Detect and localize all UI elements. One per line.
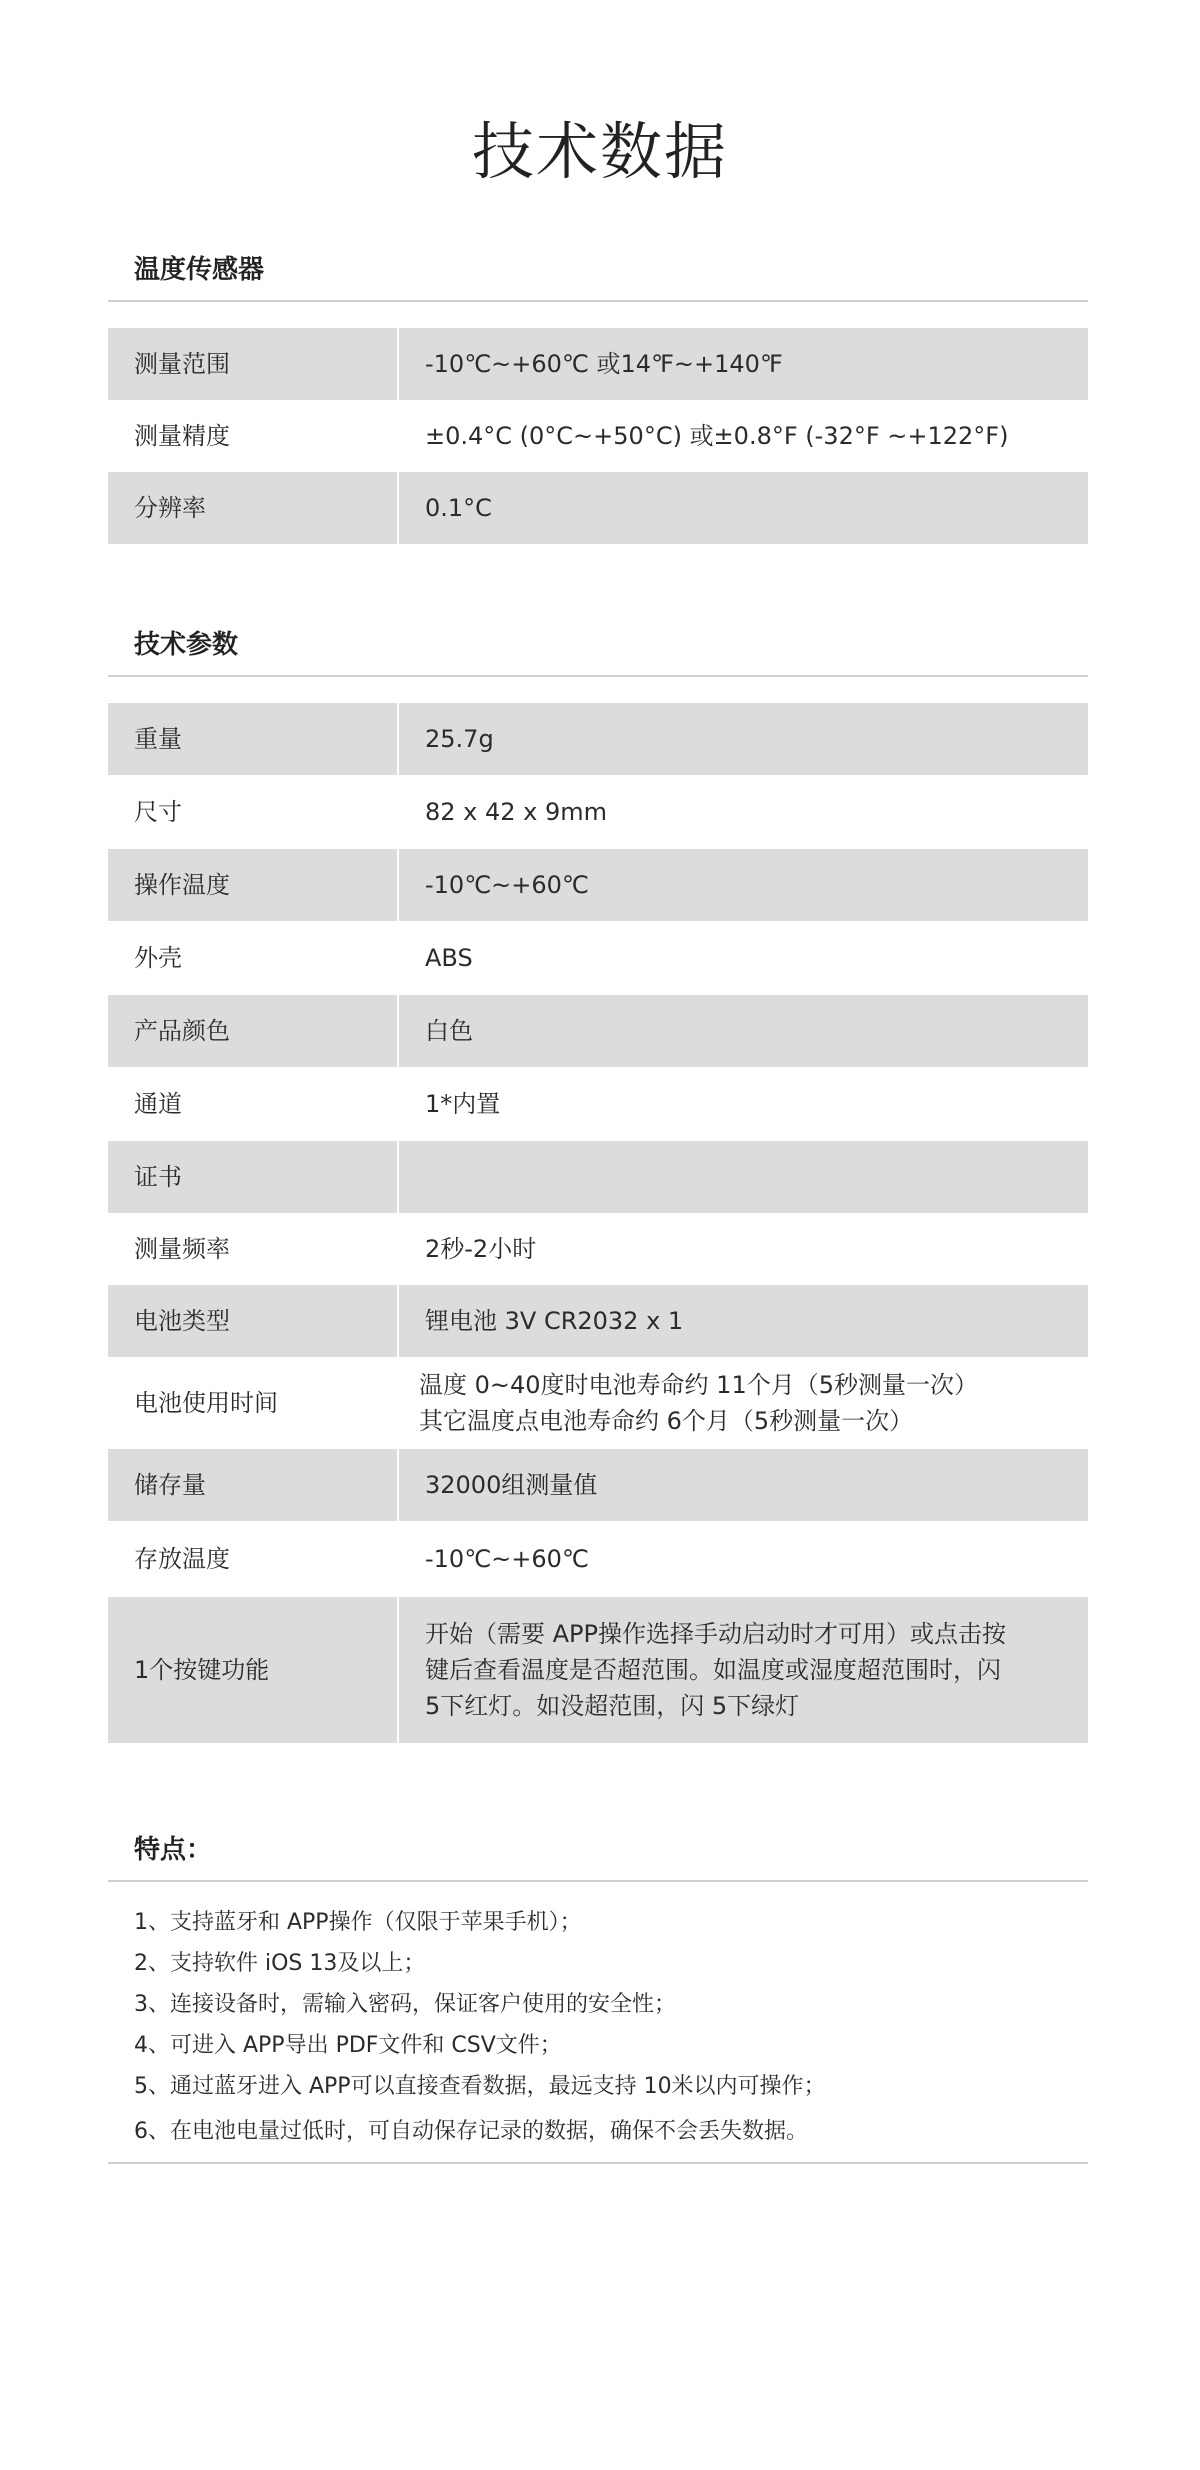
list-item: 6、在电池电量过低时，可自动保存记录的数据，确保不会丢失数据。	[134, 2119, 808, 2144]
row-value: -10℃~+60℃	[425, 1545, 589, 1573]
section-divider	[108, 300, 1088, 302]
row-value: 白色	[398, 995, 1088, 1067]
bottom-divider	[108, 2162, 1088, 2164]
value-line: 开始（需要 APP操作选择手动启动时才可用）或点击按	[425, 1620, 1006, 1648]
features-heading: 特点：	[134, 1835, 213, 1865]
row-label: 重量	[108, 703, 398, 775]
row-value: ABS	[425, 944, 473, 972]
row-value: 25.7g	[398, 703, 1088, 775]
value-line: 5下红灯。如没超范围，闪 5下绿灯	[425, 1692, 800, 1720]
row-label: 尺寸	[108, 775, 398, 849]
row-value: ±0.4°C (0°C~+50°C) 或±0.8°F (-32°F ~+122°F)	[425, 422, 1009, 450]
table-row	[108, 328, 1088, 400]
list-item: 3、连接设备时，需输入密码，保证客户使用的安全性；	[134, 1992, 676, 2017]
row-label: 存放温度	[108, 1521, 398, 1597]
row-value	[398, 1357, 1088, 1449]
row-label: 通道	[108, 1067, 398, 1141]
row-label: 1个按键功能	[108, 1597, 398, 1743]
row-value	[398, 1597, 1088, 1743]
value-line: 其它温度点电池寿命约 6个月（5秒测量一次）	[419, 1407, 914, 1435]
table-row	[108, 1141, 1088, 1213]
features-list	[108, 1902, 1088, 2152]
value-line: 温度 0~40度时电池寿命约 11个月（5秒测量一次）	[419, 1371, 978, 1399]
list-item: 4、可进入 APP导出 PDF文件和 CSV文件；	[134, 2033, 562, 2058]
features-section	[108, 1830, 1088, 2164]
row-label: 证书	[108, 1141, 398, 1213]
table-row	[108, 1213, 1088, 1285]
table-row	[108, 1285, 1088, 1357]
row-value: 0.1°C	[398, 472, 1088, 544]
row-value: -10℃~+60℃ 或14℉~+140℉	[398, 328, 1088, 400]
row-value: 2秒-2小时	[425, 1235, 537, 1263]
table-row	[108, 472, 1088, 544]
row-label: 电池使用时间	[108, 1357, 398, 1449]
row-value: 锂电池 3V CR2032 x 1	[398, 1285, 1088, 1357]
table-row	[108, 995, 1088, 1067]
table-row	[108, 1067, 1088, 1141]
tech-params-heading: 技术参数	[134, 630, 239, 660]
table-row	[108, 1597, 1088, 1743]
table-row	[108, 1521, 1088, 1597]
value-line: 键后查看温度是否超范围。如温度或湿度超范围时，闪	[425, 1656, 1001, 1684]
row-label: 电池类型	[108, 1285, 398, 1357]
table-row	[108, 1449, 1088, 1521]
row-value	[398, 1141, 1088, 1213]
section-divider	[108, 675, 1088, 677]
page-title: 技术数据	[471, 115, 728, 188]
row-label: 分辨率	[108, 472, 398, 544]
temp-sensor-section	[108, 250, 1088, 544]
list-item: 1、支持蓝牙和 APP操作（仅限于苹果手机）；	[134, 1910, 582, 1935]
temp-sensor-table	[108, 328, 1088, 544]
row-value: 82 x 42 x 9mm	[425, 798, 608, 826]
table-row	[108, 1357, 1088, 1449]
table-row	[108, 921, 1088, 995]
row-label: 外壳	[108, 921, 398, 995]
row-label: 储存量	[108, 1449, 398, 1521]
list-item: 5、通过蓝牙进入 APP可以直接查看数据，最远支持 10米以内可操作；	[134, 2074, 826, 2099]
table-row	[108, 703, 1088, 775]
tech-params-section	[108, 625, 1088, 1743]
row-label: 产品颜色	[108, 995, 398, 1067]
table-row	[108, 775, 1088, 849]
row-label: 操作温度	[108, 849, 398, 921]
tech-params-table	[108, 703, 1088, 1743]
list-item: 2、支持软件 iOS 13及以上；	[134, 1951, 426, 1976]
row-label: 测量频率	[108, 1213, 398, 1285]
table-row	[108, 849, 1088, 921]
table-row	[108, 400, 1088, 472]
section-divider	[108, 1880, 1088, 1882]
temp-sensor-heading: 温度传感器	[134, 255, 265, 285]
row-value: 32000组测量值	[398, 1449, 1088, 1521]
row-value: 1*内置	[425, 1090, 501, 1118]
row-label: 测量范围	[108, 328, 398, 400]
row-value: -10℃~+60℃	[398, 849, 1088, 921]
row-label: 测量精度	[108, 400, 398, 472]
